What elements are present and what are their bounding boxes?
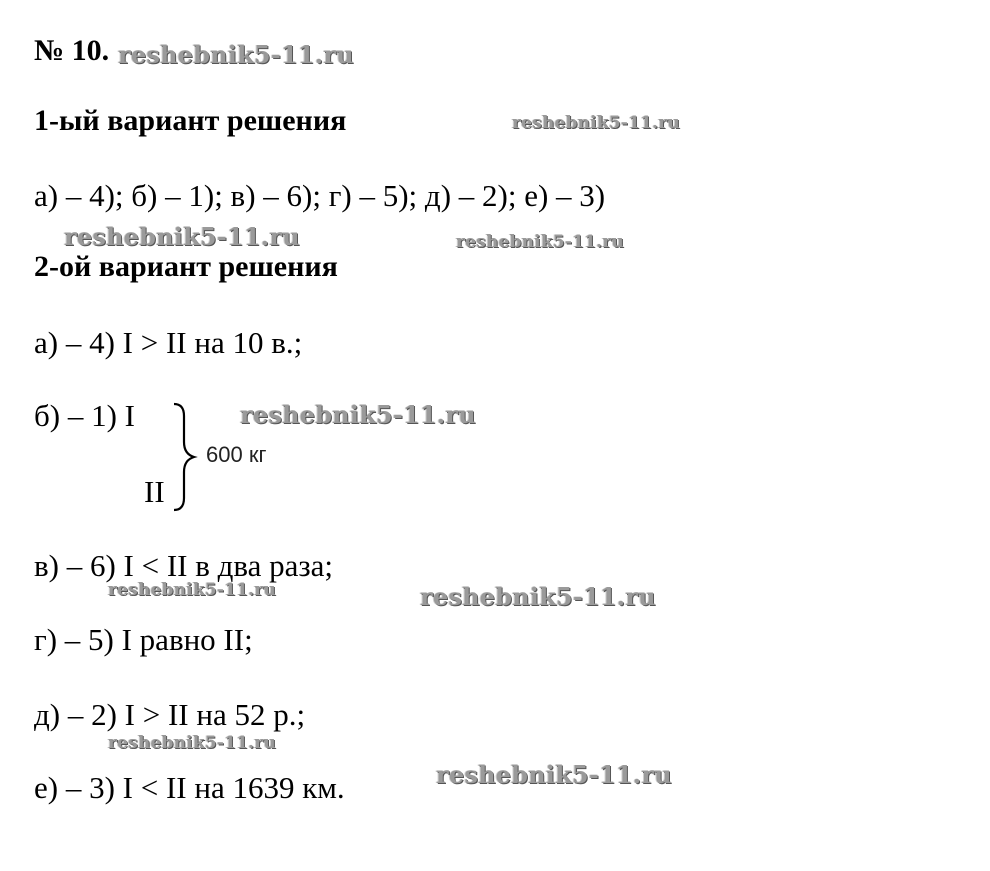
- answer-b-second: II: [144, 474, 165, 509]
- watermark-2: reshebnik5-11.ru: [64, 222, 300, 251]
- answer-v: в) – 6) I < II в два раза;: [34, 548, 334, 583]
- problem-number-label: № 10.: [34, 34, 110, 67]
- variant-1-answer: а) – 4); б) – 1); в) – 6); г) – 5); д) – 2); е) – 3): [34, 178, 606, 213]
- answer-g: г) – 5) I равно II;: [34, 622, 253, 657]
- answer-d: д) – 2) I > II на 52 р.;: [34, 697, 306, 732]
- watermark-5: reshebnik5-11.ru: [108, 580, 276, 600]
- watermark-1: reshebnik5-11.ru: [512, 113, 680, 133]
- variant-1-heading: 1-ый вариант решения: [34, 104, 347, 137]
- brace-label: 600 кг: [206, 442, 267, 467]
- watermark-4: reshebnik5-11.ru: [240, 400, 476, 429]
- watermark-title: reshebnik5-11.ru: [118, 40, 354, 69]
- watermark-7: reshebnik5-11.ru: [108, 733, 276, 753]
- variant-2-heading: 2-ой вариант решения: [34, 250, 338, 283]
- problem-number: [34, 34, 109, 68]
- watermark-3: reshebnik5-11.ru: [456, 232, 624, 252]
- watermark-6: reshebnik5-11.ru: [420, 582, 656, 611]
- watermark-8: reshebnik5-11.ru: [436, 760, 672, 789]
- curly-brace-icon: [170, 402, 200, 512]
- answer-e: е) – 3) I < II на 1639 км.: [34, 770, 345, 805]
- answer-b: б) – 1) I: [34, 398, 135, 433]
- answer-a: а) – 4) I > II на 10 в.;: [34, 325, 303, 360]
